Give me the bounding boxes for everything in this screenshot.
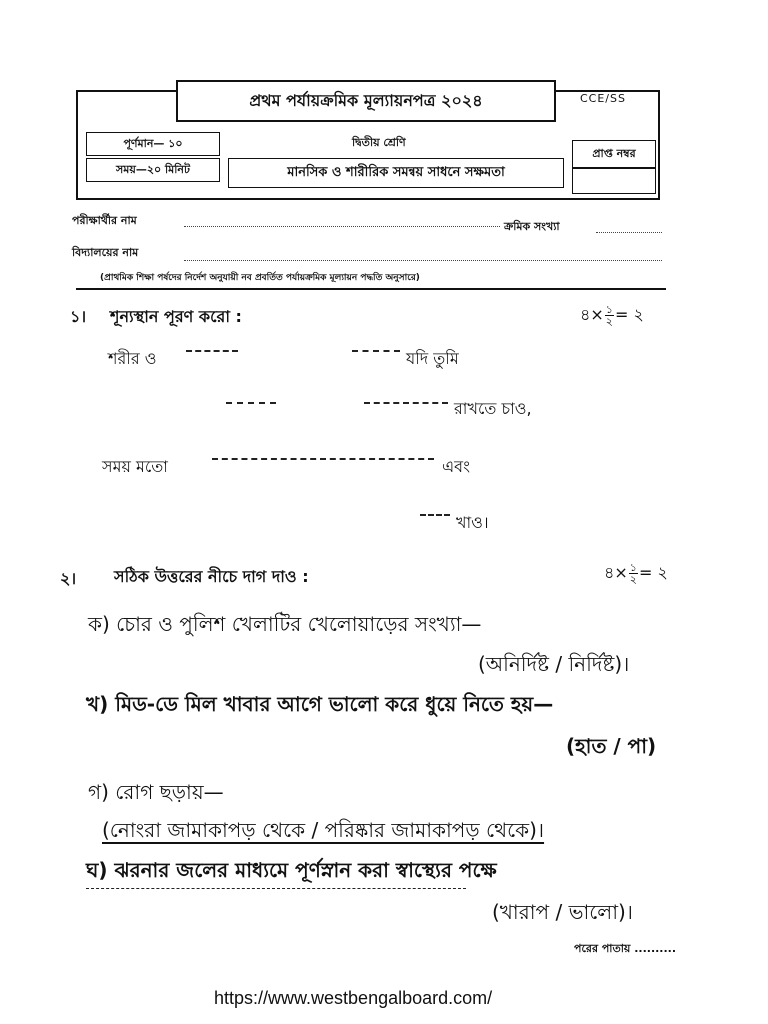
q2-item-gha-text: ঝরনার জলের মাধ্যমে পূর্ণস্নান করা স্বাস্থ্যের পক্ষে [114, 858, 497, 882]
q2-item-ka-text: চোর ও পুলিশ খেলাটির খেলোয়াড়ের সংখ্যা— [116, 612, 482, 636]
q1-line3-start: সময় মতো [102, 457, 168, 476]
q1-blank-1[interactable] [186, 350, 238, 352]
q1-line1-end: যদি তুমি [406, 349, 459, 368]
exam-title-box [176, 80, 556, 122]
full-marks-box: পূর্ণমান— ১০ [86, 132, 220, 156]
q2-number: ২। [60, 569, 77, 588]
q1-blank-5[interactable] [212, 458, 434, 460]
q1-blank-4[interactable] [364, 402, 448, 404]
q2-item-kha [86, 690, 553, 723]
school-name-line [184, 260, 662, 261]
exam-title: প্রথম পর্যায়ক্রমিক মূল্যায়নপত্র ২০২৪ [249, 90, 483, 110]
q2-marks: ৪× $\frac{১}{২}$ = ২ [604, 561, 668, 586]
q2-item-ga [88, 778, 224, 811]
q1-marks-fraction: $\frac{১}{২}$ [605, 303, 613, 328]
q2-item-kha-text: মিড-ডে মিল খাবার আগে ভালো করে ধুয়ে নিতে হয়— [115, 692, 554, 716]
q1-line2: রাখতে চাও, [454, 399, 532, 418]
q1-marks: ৪× $\frac{১}{২}$ = ২ [580, 303, 644, 328]
q1-line3-end: এবং [442, 457, 470, 476]
student-name-line [184, 226, 500, 227]
q2-item-kha-label: খ) [86, 692, 109, 716]
q2-item-ka [88, 610, 481, 643]
q2-item-gha [86, 856, 497, 889]
q1-title: শূন্যস্থান পূরণ করো : [110, 307, 242, 326]
school-name-label: বিদ্যালয়ের নাম [72, 246, 139, 259]
q2-item-ga-text: রোগ ছড়ায়— [115, 780, 224, 804]
roll-number-label: ক্রমিক সংখ্যা [504, 220, 560, 233]
marks-obtained-label-box: প্রাপ্ত নম্বর [572, 140, 656, 168]
next-page-note: পরের পাতায় .......... [574, 942, 677, 955]
q1-blank-2[interactable] [352, 350, 400, 352]
subject-box: মানসিক ও শারীরিক সমন্বয় সাধনে সক্ষমতা [228, 158, 564, 188]
q2-marks-fraction: $\frac{১}{২}$ [629, 561, 637, 586]
q1-blank-3[interactable] [226, 402, 276, 404]
marks-obtained-value-box [572, 168, 656, 194]
q1-line4: খাও। [456, 513, 489, 532]
q2-item-gha-label: ঘ) [86, 858, 108, 882]
roll-number-line [596, 232, 662, 233]
q1-number: ১। [70, 307, 87, 326]
website-url[interactable]: https://www.westbengalboard.com/ [214, 988, 493, 1008]
header-divider [76, 288, 666, 290]
q2-item-ka-options[interactable]: (অনির্দিষ্ট / নির্দিষ্ট)। [478, 652, 630, 676]
q2-item-ga-label: গ) [88, 780, 109, 804]
student-name-label: পরীক্ষার্থীর নাম [72, 214, 137, 227]
q2-item-gha-underline [86, 888, 466, 889]
q2-item-gha-options[interactable]: (খারাপ / ভালো)। [492, 900, 633, 924]
q2-item-kha-options[interactable]: (হাত / পা) [566, 734, 657, 758]
board-note: (প্রাথমিক শিক্ষা পর্ষদের নির্দেশ অনুযায়ী নব প্রবর্তিত পর্যায়ক্রমিক মূল্যায়ন পদ্ধতি অনুসারে) [100, 273, 420, 283]
subject-code: CCE/SS [580, 92, 626, 105]
q1-blank-6[interactable] [420, 514, 450, 516]
q2-item-ga-options[interactable]: (নোংরা জামাকাপড় থেকে / পরিষ্কার জামাকাপড় থেকে)। [102, 818, 545, 842]
time-box: সময়—২০ মিনিট [86, 158, 220, 182]
class-label: দ্বিতীয় শ্রেণি [352, 136, 406, 149]
q1-line1-start: শরীর ও [108, 349, 157, 368]
q2-item-ka-label: ক) [88, 612, 110, 636]
q2-title: সঠিক উত্তরের নীচে দাগ দাও : [114, 567, 309, 586]
